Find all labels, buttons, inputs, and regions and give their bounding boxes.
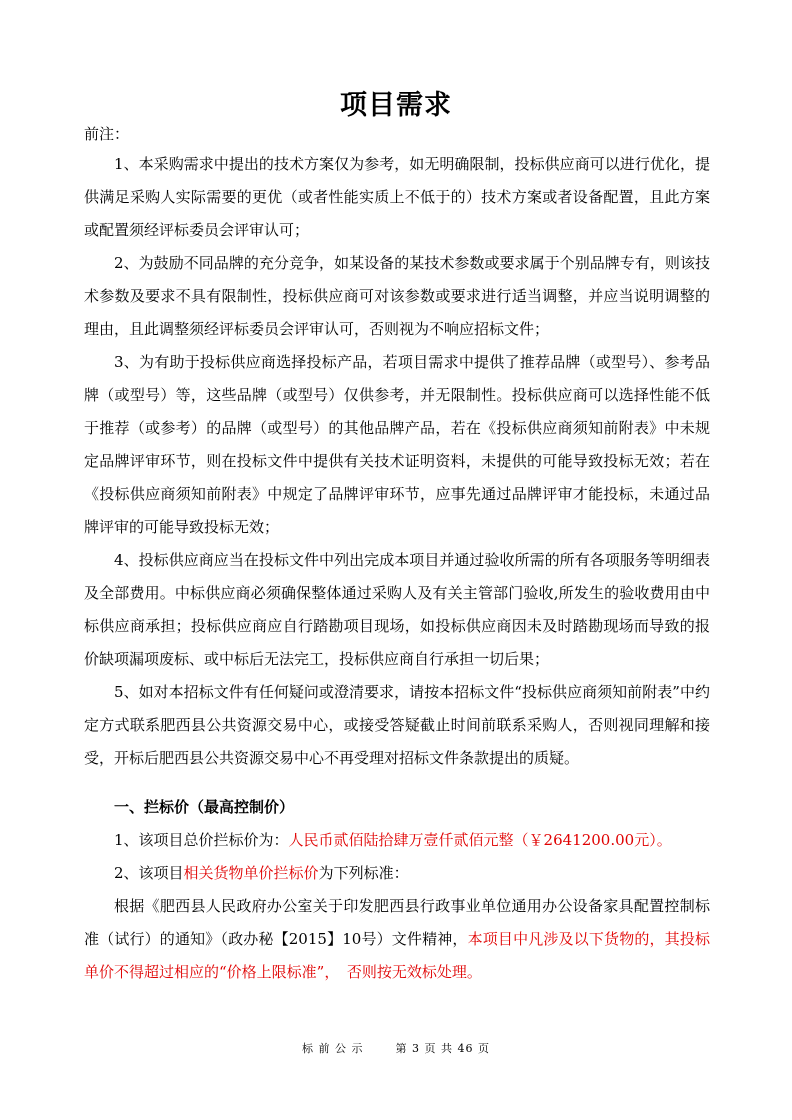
basis-warning: 本项目中凡涉及以下货物的，其投标单价不得超过相应的“价格上限标准”， 否则按无效标处理。: [84, 930, 710, 981]
page-number: 第 3 页 共 46 页: [395, 1042, 490, 1055]
total-price-cap: [84, 824, 710, 857]
note-paragraph-5: 5、如对本招标文件有任何疑问或澄清要求，请按本招标文件“投标供应商须知前附表”中约定方式联系肥西县公共资源交易中心，或接受答疑截止时间前联系采购人，否则视同理解和接受，开标后肥西县公共资源交易中心不再受理对招标文件条款提出的质疑。: [84, 683, 710, 767]
total-price-cap-label: 1、该项目总价拦标价为：: [114, 831, 289, 849]
page-title: 项目需求: [340, 90, 452, 121]
document-body: [84, 148, 710, 989]
preface-label: 前注：: [84, 125, 130, 143]
basis-text: 根据《肥西县人民政府办公室关于印发肥西县行政事业单位通用办公设备家具配置控制标准（试行）的通知》（政办秘【2015】10号）文件精神，: [84, 897, 710, 948]
total-price-cap-amount: 人民币贰佰陆拾肆万壹仟贰佰元整（￥2641200.00元）。: [288, 831, 672, 849]
section-heading: 一、拦标价（最高控制价）: [114, 798, 295, 816]
note-paragraph-2: 2、为鼓励不同品牌的充分竞争，如某设备的某技术参数或要求属于个别品牌专有，则该技术参数及要求不具有限制性，投标供应商可对该参数或要求进行适当调整，并应当说明调整的理由，且此调整须经评标委员会评审认可，否则视为不响应招标文件；: [84, 254, 710, 338]
unit-price-cap: [84, 857, 710, 890]
note-paragraph-3: 3、为有助于投标供应商选择投标产品，若项目需求中提供了推荐品牌（或型号）、参考品牌（或型号）等，这些品牌（或型号）仅供参考，并无限制性。投标供应商可以选择性能不低于推荐（或参考）的品牌（或型号）的其他品牌产品，若在《投标供应商须知前附表》中未规定品牌评审环节，则在投标文件中提供有关技术证明资料，未提供的可能导致投标无效；若在《投标供应商须知前附表》中规定了品牌评审环节，应事先通过品牌评审才能投标，未通过品牌评审的可能导致投标无效；: [84, 353, 710, 536]
price-cap-section: [84, 791, 710, 989]
unit-price-cap-highlight: 相关货物单价拦标价: [183, 864, 319, 882]
page-footer: [0, 1041, 792, 1057]
note-paragraph-1: 1、本采购需求中提出的技术方案仅为参考，如无明确限制，投标供应商可以进行优化，提供满足采购人实际需要的更优（或者性能实质上不低于的）技术方案或者设备配置，且此方案或配置须经评标委员会评审认可；: [84, 155, 710, 239]
footer-label: 标 前 公 示: [302, 1042, 364, 1055]
basis-paragraph: [84, 890, 710, 989]
unit-price-cap-prefix: 2、该项目: [114, 864, 184, 882]
note-paragraph-4: 4、投标供应商应当在投标文件中列出完成本项目并通过验收所需的所有各项服务等明细表及全部费用。中标供应商必须确保整体通过采购人及有关主管部门验收,所发生的验收费用由中标供应商承担；投标供应商应自行踏勘项目现场，如投标供应商因未及时踏勘现场而导致的报价缺项漏项废标、或中标后无法完工，投标供应商自行承担一切后果；: [84, 551, 710, 668]
unit-price-cap-suffix: 为下列标准：: [318, 864, 409, 882]
